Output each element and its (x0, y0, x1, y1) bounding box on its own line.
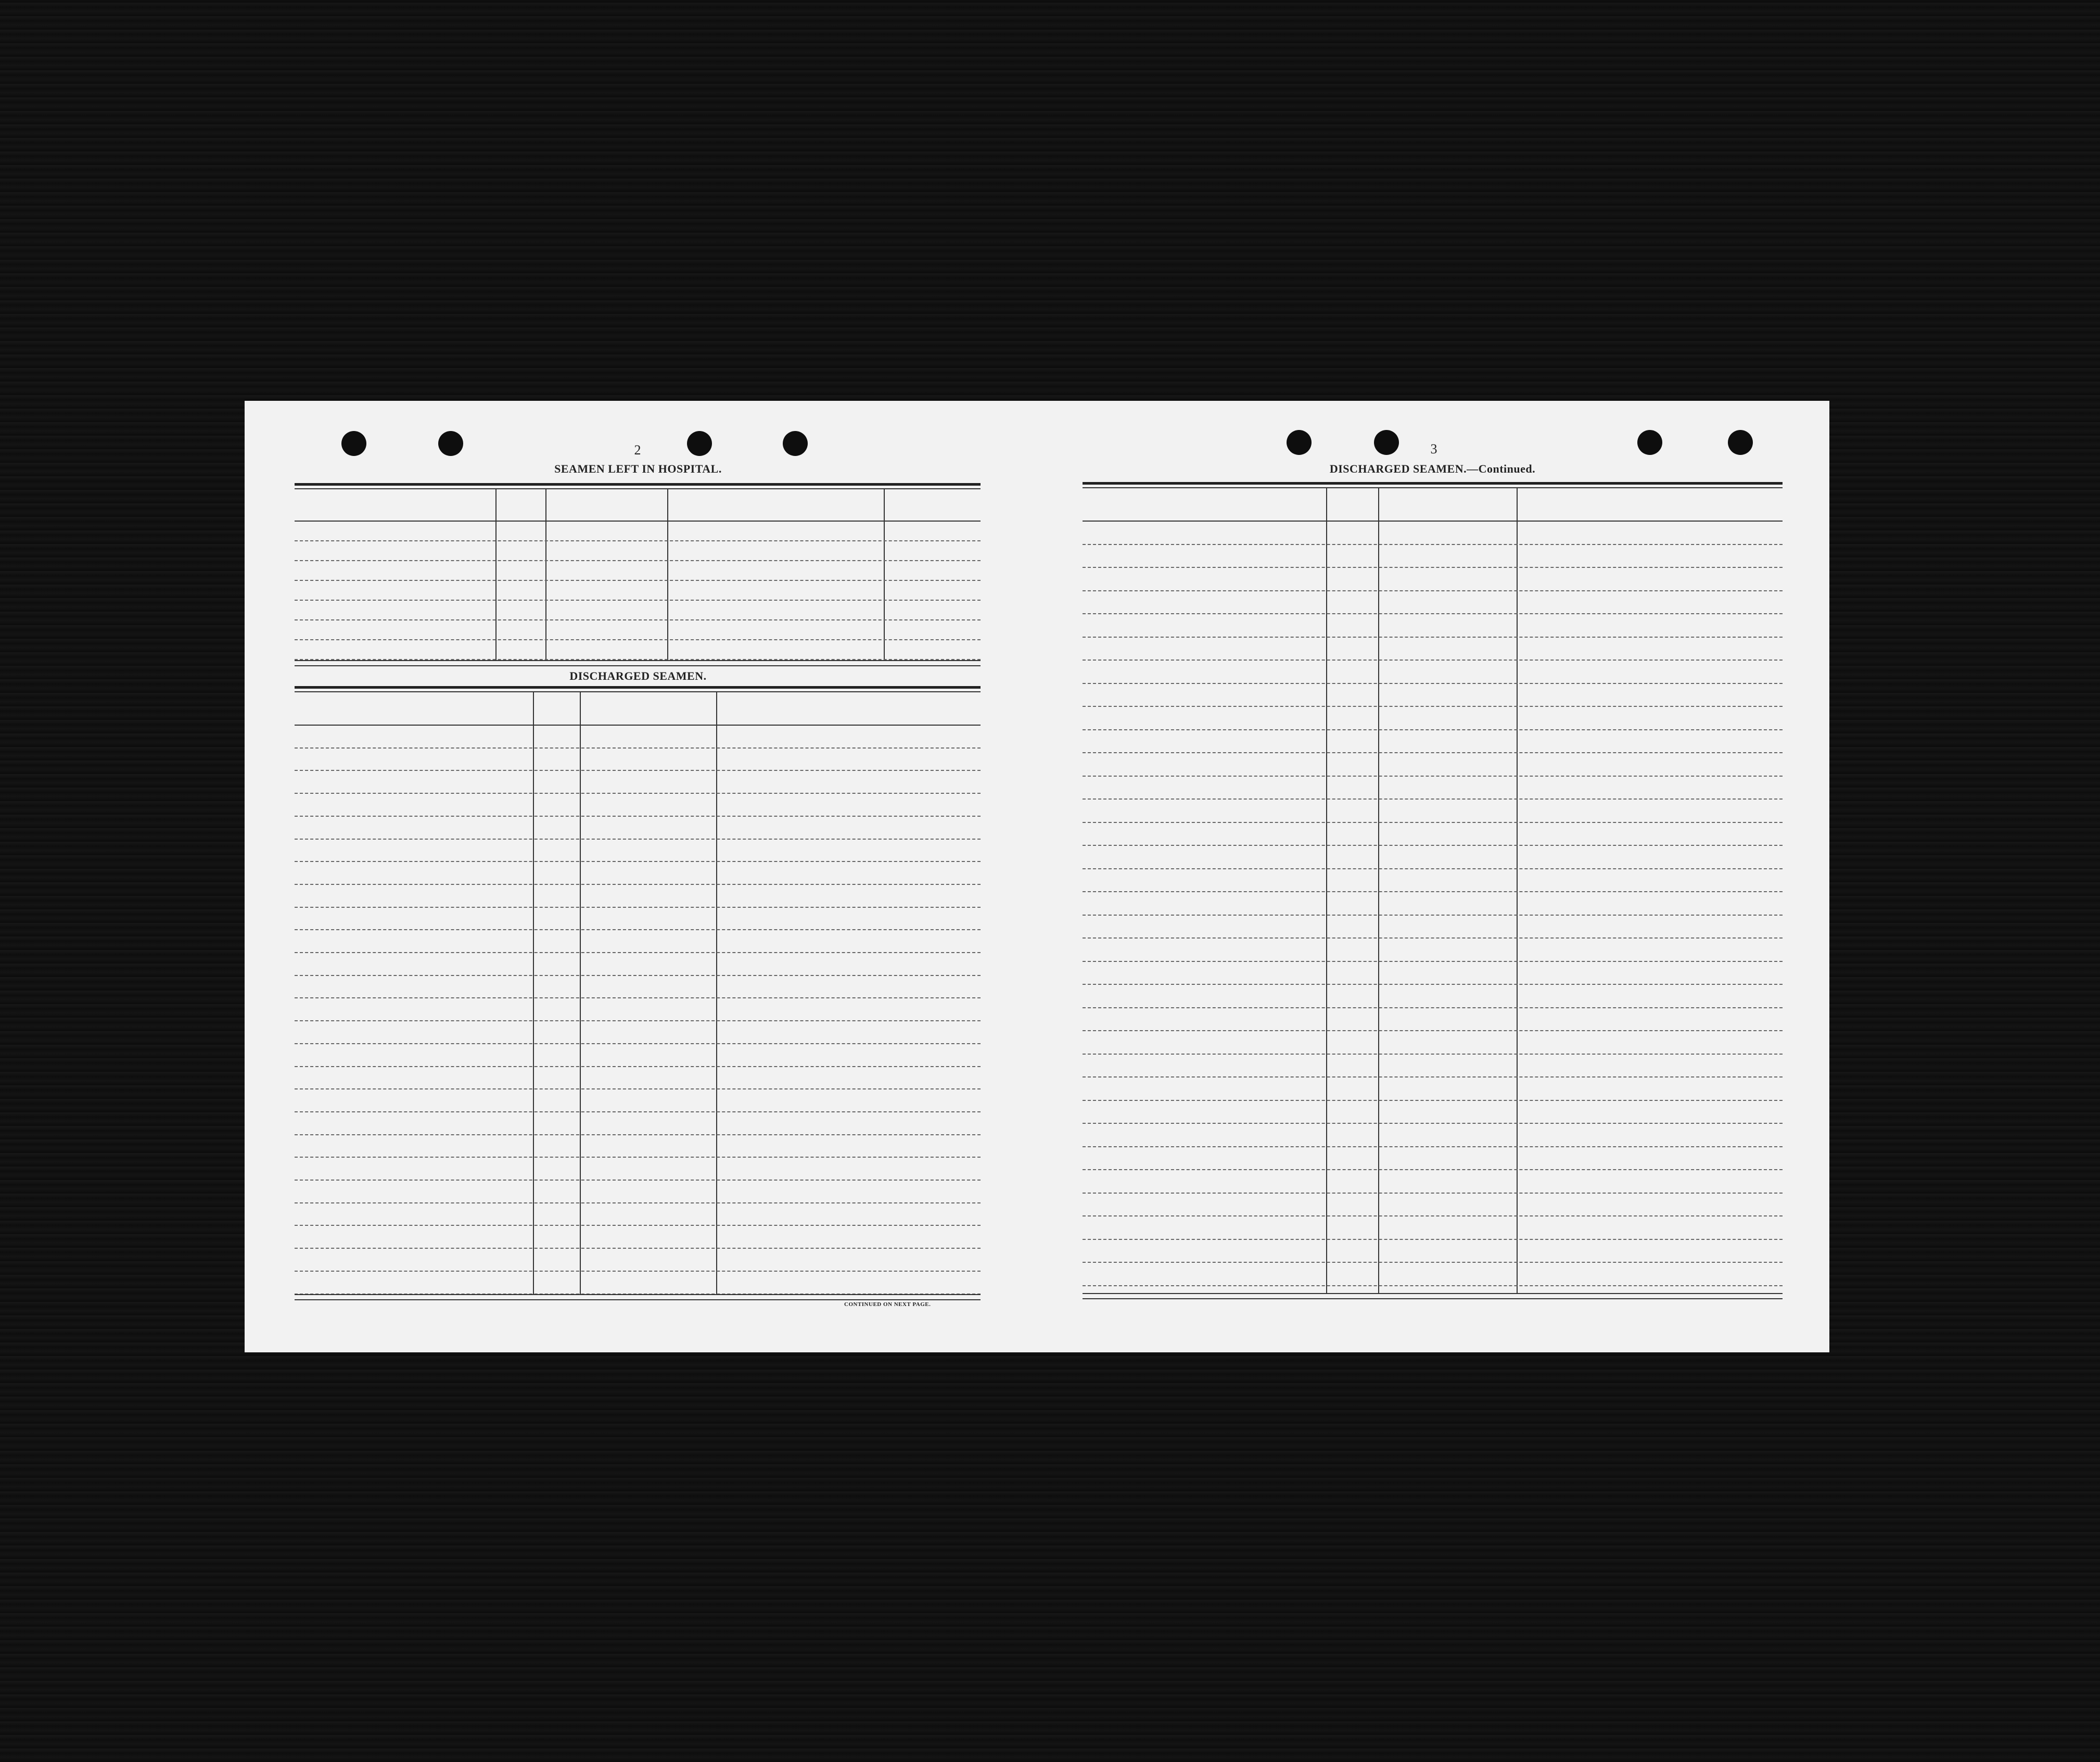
dotted-row-line (1083, 937, 1783, 939)
dotted-row-line (1083, 1285, 1783, 1286)
dotted-row-line (295, 747, 981, 749)
bottom-rule (295, 660, 981, 661)
dotted-row-line (1083, 1215, 1783, 1216)
bottom-rule (295, 1299, 981, 1300)
dotted-row-line (1083, 868, 1783, 869)
dotted-row-line (1083, 822, 1783, 823)
dotted-row-line (295, 560, 981, 561)
dotted-row-line (295, 884, 981, 885)
dotted-row-line (295, 1043, 981, 1044)
dotted-row-line (295, 1225, 981, 1226)
column-divider (533, 692, 534, 1294)
bottom-rule (295, 665, 981, 666)
hospital-top-rule (295, 483, 981, 486)
bottom-rule (1083, 1298, 1783, 1299)
header-rule (1083, 521, 1783, 522)
column-divider (1326, 488, 1327, 1293)
continued-section-title: DISCHARGED SEAMEN.—Continued. (1329, 462, 1536, 475)
header-rule (295, 725, 981, 726)
dotted-row-line (295, 1248, 981, 1249)
dotted-row-line (1083, 845, 1783, 846)
right-page-number: 3 (1430, 441, 1437, 457)
punch-hole (687, 431, 712, 456)
continued-note: CONTINUED ON NEXT PAGE. (844, 1301, 931, 1308)
dotted-row-line (1083, 613, 1783, 614)
dotted-row-line (1083, 915, 1783, 916)
dotted-row-line (295, 929, 981, 930)
bottom-rule (1083, 1293, 1783, 1294)
dotted-row-line (295, 770, 981, 771)
discharged-top-rule (295, 686, 981, 689)
bottom-rule (295, 1294, 981, 1295)
dotted-row-line (1083, 683, 1783, 684)
punch-hole (1728, 430, 1753, 455)
dotted-row-line (1083, 752, 1783, 753)
dotted-row-line (295, 975, 981, 976)
dotted-row-line (1083, 1100, 1783, 1101)
dotted-row-line (1083, 798, 1783, 800)
dotted-row-line (295, 1180, 981, 1181)
dotted-row-line (1083, 1146, 1783, 1147)
dotted-row-line (1083, 637, 1783, 638)
column-divider (495, 489, 497, 660)
dotted-row-line (295, 600, 981, 601)
punch-hole (1637, 430, 1662, 455)
punch-hole (438, 431, 463, 456)
right-top-rule (1083, 482, 1783, 485)
dotted-row-line (295, 1271, 981, 1272)
dotted-row-line (295, 861, 981, 862)
hospital-section-title: SEAMEN LEFT IN HOSPITAL. (554, 462, 722, 475)
dotted-row-line (295, 1134, 981, 1135)
dotted-row-line (1083, 1169, 1783, 1170)
dotted-row-line (295, 1088, 981, 1089)
dotted-row-line (1083, 1076, 1783, 1078)
dotted-row-line (1083, 1193, 1783, 1194)
dotted-row-line (1083, 544, 1783, 545)
dotted-row-line (1083, 1007, 1783, 1008)
dotted-row-line (1083, 706, 1783, 707)
dotted-row-line (1083, 776, 1783, 777)
column-divider (1517, 488, 1518, 1293)
dotted-row-line (295, 1157, 981, 1158)
punch-hole (1287, 430, 1312, 455)
dotted-row-line (295, 839, 981, 840)
dotted-row-line (295, 952, 981, 953)
dotted-row-line (295, 619, 981, 620)
dotted-row-line (1083, 1123, 1783, 1124)
dotted-row-line (1083, 1030, 1783, 1031)
discharged-top-rule-thin (295, 691, 981, 692)
column-divider (545, 489, 546, 660)
dotted-row-line (1083, 961, 1783, 962)
dotted-row-line (1083, 1054, 1783, 1055)
column-divider (580, 692, 581, 1294)
dotted-row-line (1083, 984, 1783, 985)
dotted-row-line (295, 816, 981, 817)
punch-hole (341, 431, 366, 456)
dotted-row-line (295, 907, 981, 908)
dotted-row-line (295, 639, 981, 640)
punch-hole (1374, 430, 1399, 455)
right-top-rule-thin (1083, 487, 1783, 488)
header-rule (295, 521, 981, 522)
left-page-number: 2 (634, 442, 641, 458)
dotted-row-line (295, 1111, 981, 1112)
dotted-row-line (295, 793, 981, 794)
dotted-row-line (1083, 660, 1783, 661)
dotted-row-line (295, 1020, 981, 1021)
dotted-row-line (295, 1202, 981, 1203)
dotted-row-line (295, 1066, 981, 1067)
discharged-section-title: DISCHARGED SEAMEN. (569, 669, 707, 682)
column-divider (884, 489, 885, 660)
dotted-row-line (1083, 1262, 1783, 1263)
dotted-row-line (295, 540, 981, 541)
hospital-top-rule-thin (295, 488, 981, 489)
punch-hole (783, 431, 808, 456)
dotted-row-line (1083, 729, 1783, 730)
column-divider (716, 692, 717, 1294)
column-divider (1378, 488, 1379, 1293)
dotted-row-line (295, 580, 981, 581)
column-divider (667, 489, 668, 660)
dotted-row-line (1083, 891, 1783, 892)
dotted-row-line (1083, 1239, 1783, 1240)
dotted-row-line (295, 997, 981, 998)
dotted-row-line (1083, 567, 1783, 568)
dotted-row-line (1083, 590, 1783, 591)
